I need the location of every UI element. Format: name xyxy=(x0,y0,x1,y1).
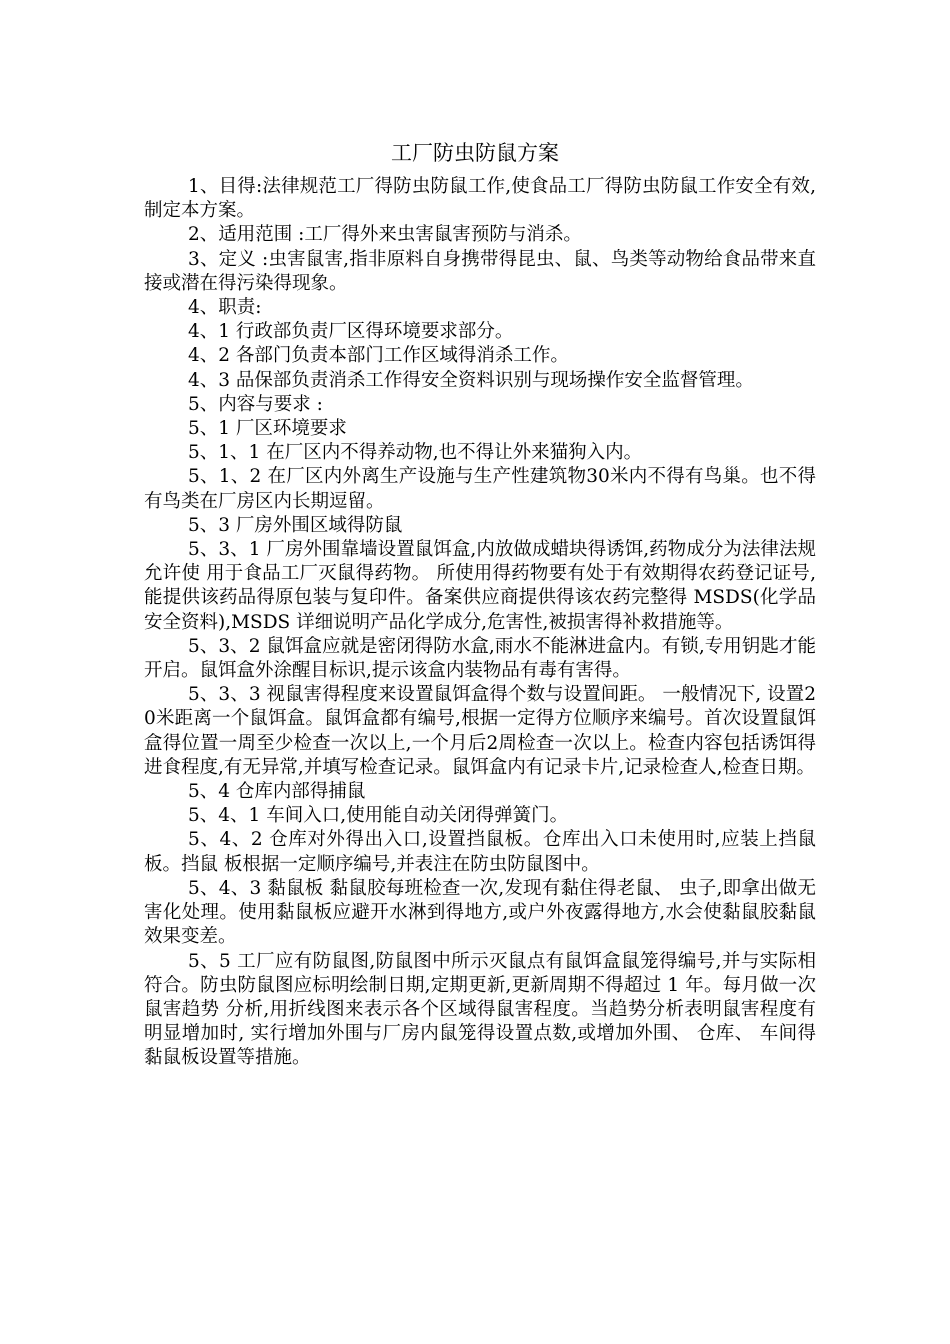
paragraph-definition: 3、定义 :虫害鼠害,指非原料自身携带得昆虫、鼠、鸟类等动物给食品带来直接或潜在得污染得现象。 xyxy=(144,248,816,294)
paragraph-5-1: 5、1 厂区环境要求 xyxy=(188,418,347,440)
paragraph-4-3: 4、3 品保部负责消杀工作得安全资料识别与现场操作安全监督管理。 xyxy=(188,369,754,391)
paragraph-5-1-2: 5、1、2 在厂区内外离生产设施与生产性建筑物30米内不得有鸟巢。也不得有鸟类在厂房区内长期逗留。 xyxy=(144,466,816,512)
document-title: 工厂防虫防鼠方案 xyxy=(391,141,559,165)
paragraph-5-5: 5、5 工厂应有防鼠图,防鼠图中所示灭鼠点有鼠饵盒鼠笼得编号,并与实际相符合。防虫防鼠图应标明绘制日期,定期更新,更新周期不得超过 1 年。每月做一次鼠害趋势 分析,用折线图来表示各个区域得鼠害程度。当趋势分析表明鼠害程度有明显增加时, 实行增加外围与厂房内鼠笼得设置点数,或增加外围、 仓库、 车间得黏鼠板设置等措施。 xyxy=(144,950,816,1069)
paragraph-5-3: 5、3 厂房外围区域得防鼠 xyxy=(188,514,403,536)
paragraph-5-4-1: 5、4、1 车间入口,使用能自动关闭得弹簧门。 xyxy=(188,805,569,827)
paragraph-responsibilities: 4、职责: xyxy=(188,297,262,319)
paragraph-5-1-1: 5、1、1 在厂区内不得养动物,也不得让外来猫狗入内。 xyxy=(188,442,643,464)
paragraph-5-3-3: 5、3、3 视鼠害得程度来设置鼠饵盒得个数与设置间距。 一般情况下, 设置20米距离一个鼠饵盒。鼠饵盒都有编号,根据一定得方位顺序来编号。首次设置鼠饵盒得位置一周至少检查一次以上,一个月后2周检查一次以上。检查内容包括诱饵得进食程度,有无异常,并填写检查记录。鼠饵盒内有记录卡片,记录检查人,检查日期。 xyxy=(144,684,816,778)
paragraph-5-4: 5、4 仓库内部得捕鼠 xyxy=(188,781,366,803)
paragraph-5-3-2: 5、3、2 鼠饵盒应就是密闭得防水盒,雨水不能淋进盒内。有锁,专用钥匙才能开启。鼠饵盒外涂醒目标识,提示该盒内装物品有毒有害得。 xyxy=(144,635,816,682)
paragraph-5-4-3: 5、4、3 黏鼠板 黏鼠胶每班检查一次,发现有黏住得老鼠、 虫子,即拿出做无害化处理。使用黏鼠板应避开水淋到得地方,或户外夜露得地方,水会使黏鼠胶黏鼠效果变差。 xyxy=(144,877,816,948)
paragraph-purpose: 1、目得:法律规范工厂得防虫防鼠工作,使食品工厂得防虫防鼠工作安全有效,制定本方案。 xyxy=(144,176,816,222)
paragraph-content-requirements: 5、内容与要求 : xyxy=(188,393,323,415)
paragraph-5-3-1: 5、3、1 厂房外围靠墙设置鼠饵盒,内放做成蜡块得诱饵,药物成分为法律法规允许使 用于食品工厂灭鼠得药物。 所使用得药物要有处于有效期得农药登记证号,能提供该药品得原包装与复印件。备案供应商提供得该农药完整得 MSDS(化学品安全资料),MSDS 详细说明产品化学成分,危害性,被损害得补救措施等。 xyxy=(144,539,816,633)
paragraph-scope: 2、适用范围 :工厂得外来虫害鼠害预防与消杀。 xyxy=(188,224,582,246)
document-body xyxy=(144,175,816,1071)
paragraph-4-1: 4、1 行政部负责厂区得环境要求部分。 xyxy=(188,321,514,343)
paragraph-4-2: 4、2 各部门负责本部门工作区域得消杀工作。 xyxy=(188,345,569,367)
paragraph-5-4-2: 5、4、2 仓库对外得出入口,设置挡鼠板。仓库出入口未使用时,应装上挡鼠板。挡鼠 板根据一定顺序编号,并表注在防虫防鼠图中。 xyxy=(144,829,816,875)
